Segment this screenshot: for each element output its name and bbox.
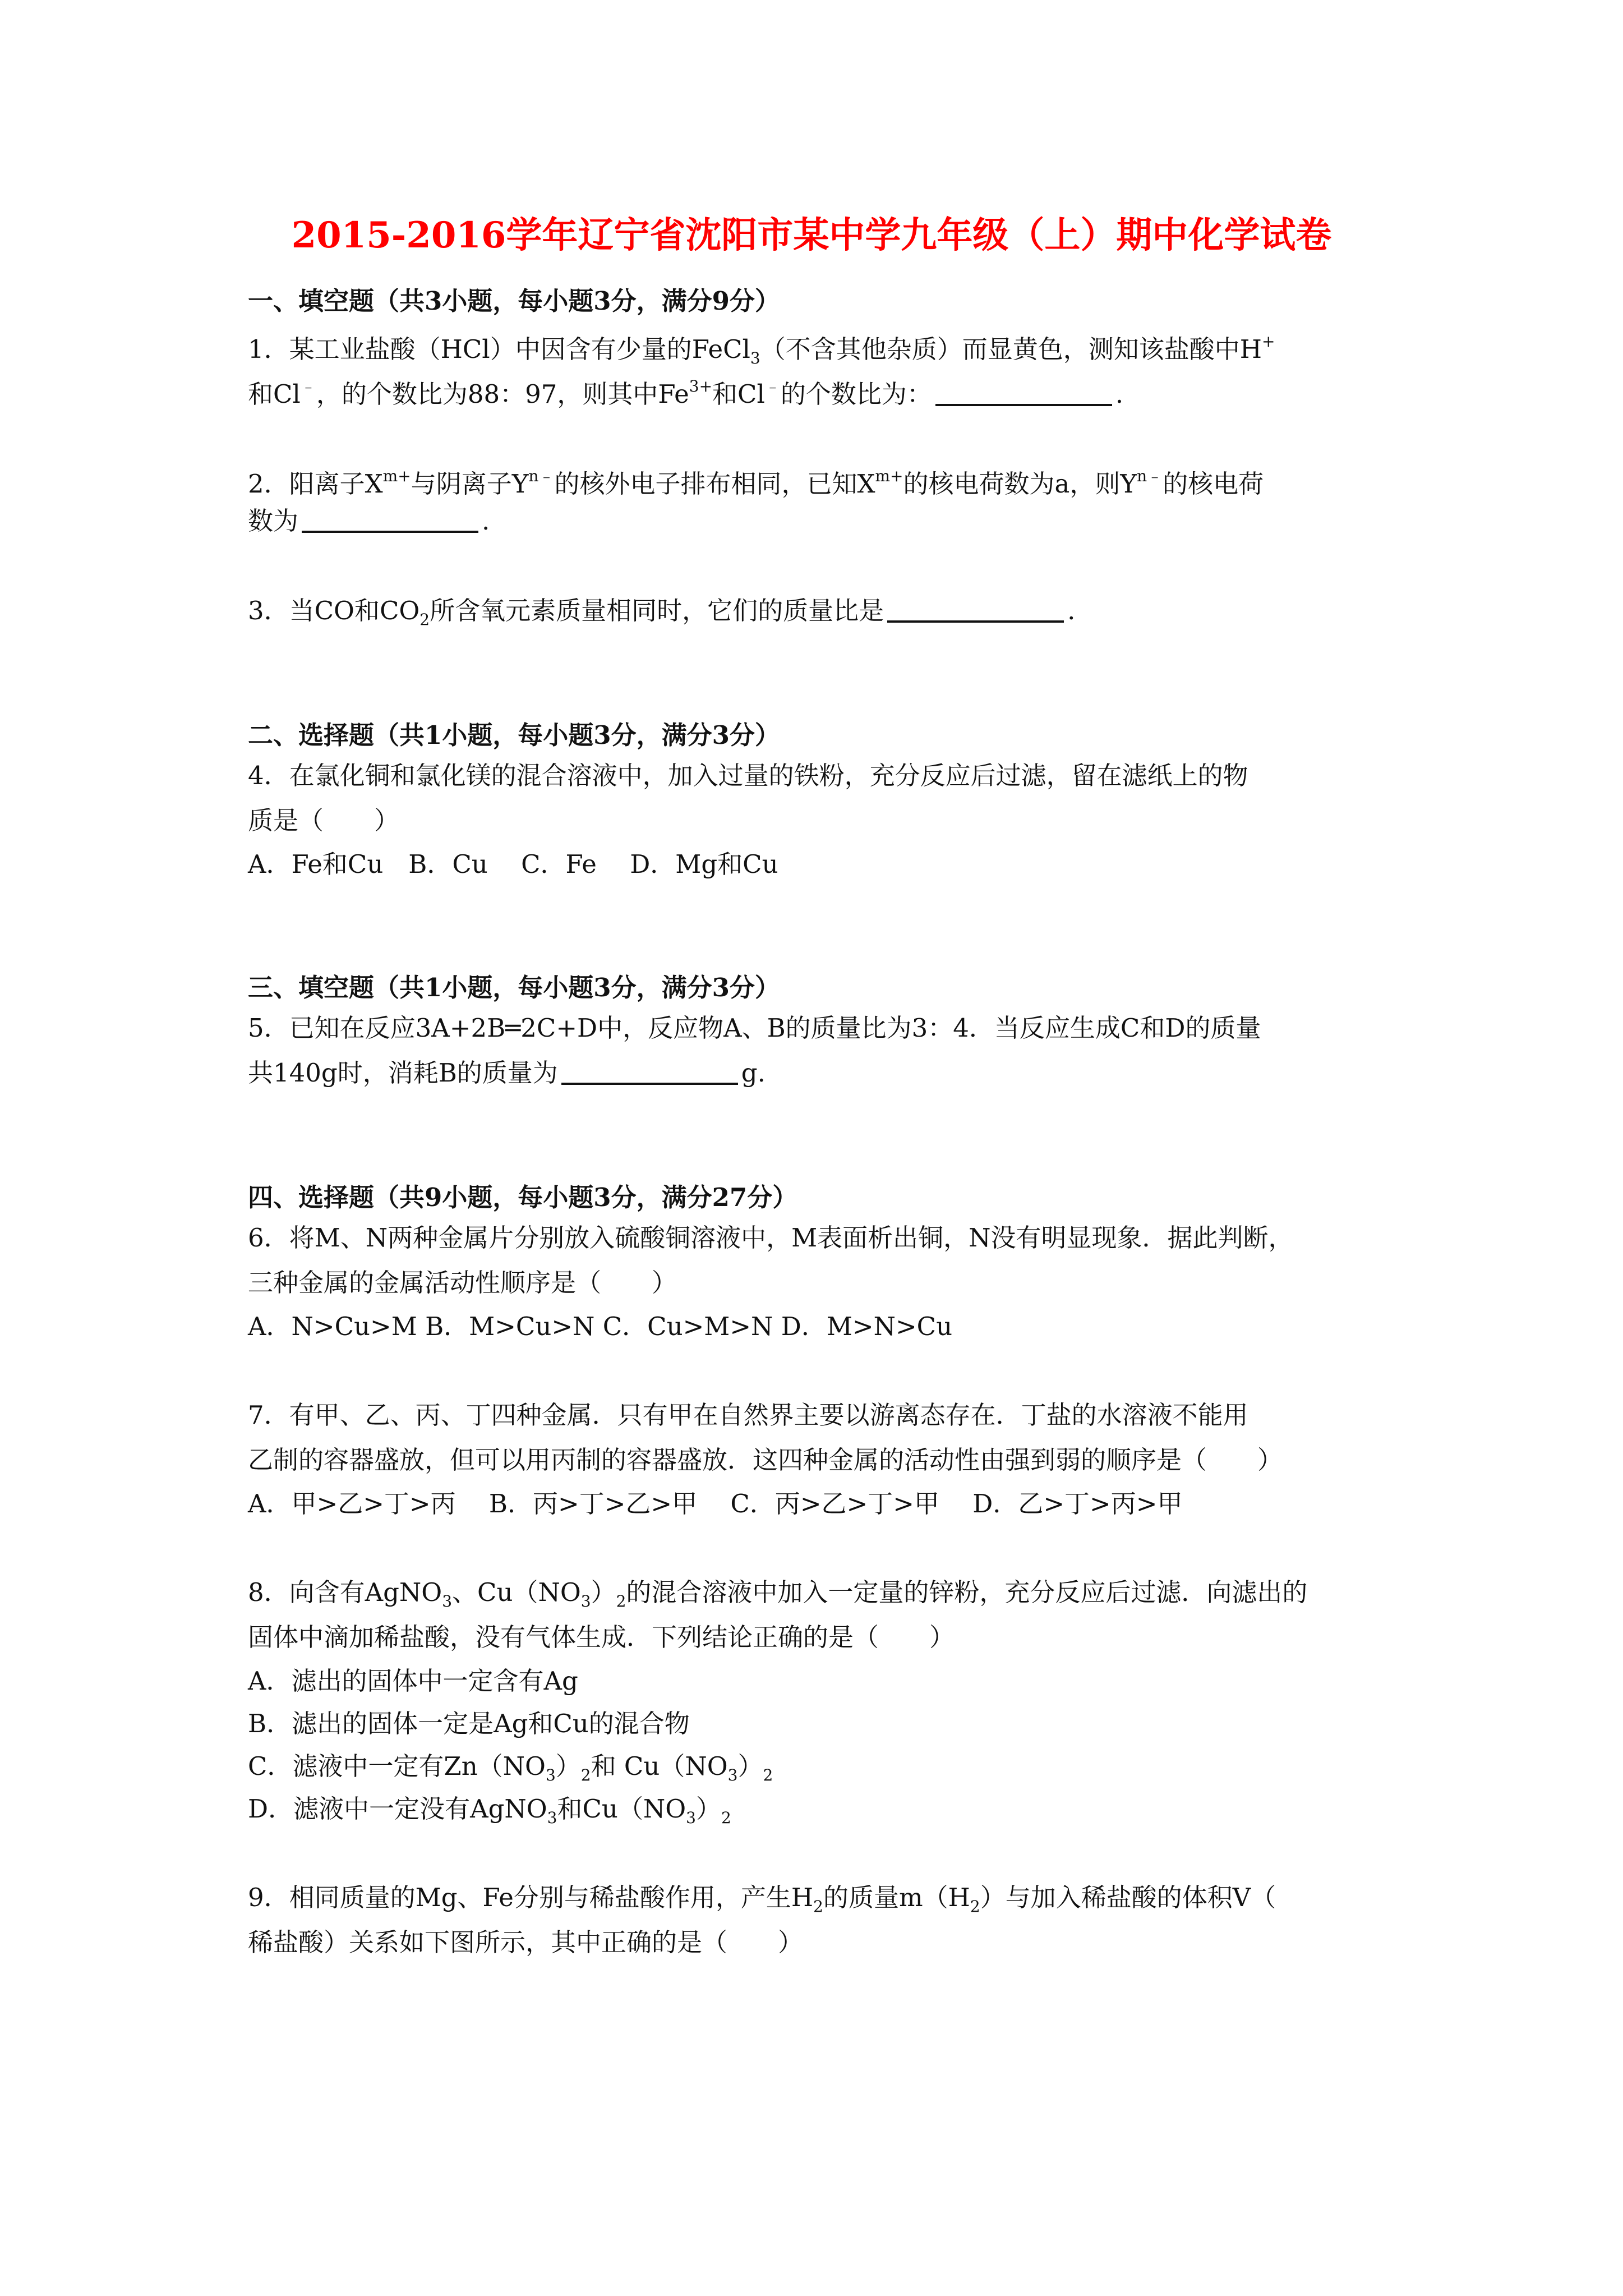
q8-text-b: 、Cu（NO (452, 1577, 581, 1607)
question-3-line-1 (248, 588, 1386, 633)
question-8-option-a: A．滤出的固体中一定含有Ag (248, 1666, 578, 1696)
q1-sup-e: ﹣ (764, 377, 781, 395)
question-8 (248, 1570, 1386, 1830)
q2-text-f: 数为 (248, 506, 299, 536)
question-5 (248, 1006, 1386, 1096)
question-9-line-2: 稀盐酸）关系如下图所示，其中正确的是（ ） (248, 1927, 804, 1957)
question-3 (248, 588, 1386, 633)
q3-text-a: 3．当CO和CO (248, 596, 420, 625)
q1-sub-a: 3 (750, 349, 760, 367)
section-1-heading: 一、填空题（共3小题，每小题3分，满分9分） (248, 286, 780, 316)
q8c-text-d: ） (737, 1751, 763, 1781)
q8-text-d: 的混合溶液中加入一定量的锌粉，充分反应后过滤．向滤出的 (626, 1577, 1308, 1607)
question-4-options: A．Fe和Cu B．Cu C．Fe D．Mg和Cu (248, 849, 778, 879)
q8-text-a: 8．向含有AgNO (248, 1577, 442, 1607)
section-4-heading: 四、选择题（共9小题，每小题3分，满分27分） (248, 1182, 798, 1212)
question-8-option-c (248, 1745, 1386, 1788)
q3-text-c: . (1067, 596, 1076, 625)
q8-sub-c: 2 (616, 1592, 626, 1611)
q2-text-c: 的核外电子排布相同，已知X (554, 469, 875, 499)
q8c-text-b: ） (555, 1751, 581, 1781)
question-4-line-1: 4．在氯化铜和氯化镁的混合溶液中，加入过量的铁粉，充分反应后过滤，留在滤纸上的物 (248, 761, 1248, 790)
q9-text-a: 9．相同质量的Mg、Fe分别与稀盐酸作用，产生H (248, 1883, 814, 1912)
question-6-line-1: 6．将M、N两种金属片分别放入硫酸铜溶液中，M表面析出铜，N没有明显现象．据此判断， (248, 1223, 1294, 1253)
question-8-option-b: B．滤出的固体一定是Ag和Cu的混合物 (248, 1709, 690, 1738)
question-4 (248, 753, 1386, 886)
q8d-sub-c: 2 (721, 1809, 731, 1827)
q1-sup-b: + (1262, 332, 1275, 351)
exam-title: 2015-2016学年辽宁省沈阳市某中学九年级（上）期中化学试卷 (291, 214, 1332, 256)
q1-text-a: 1．某工业盐酸（HCl）中因含有少量的FeCl (248, 334, 750, 364)
q8-sub-a: 3 (442, 1592, 453, 1611)
q8d-sub-a: 3 (547, 1809, 557, 1827)
q9-text-b: 的质量m（H (823, 1883, 970, 1912)
question-1-line-1 (248, 319, 1386, 367)
q5-text-b: g. (741, 1058, 766, 1088)
question-9-line-1 (248, 1875, 1386, 1920)
q2-sup-b: n﹣ (528, 467, 555, 485)
exam-content (248, 283, 1386, 1965)
q5-text-a: 共140g时，消耗B的质量为 (248, 1058, 558, 1088)
question-7-options: A．甲>乙>丁>丙 B．丙>丁>乙>甲 C．丙>乙>丁>甲 D．乙>丁>丙>甲 (248, 1489, 1183, 1519)
question-7 (248, 1393, 1386, 1525)
q8d-text-b: 和Cu（NO (557, 1794, 686, 1824)
q8c-text-a: C．滤液中一定有Zn（NO (248, 1751, 546, 1781)
section-3-heading: 三、填空题（共1小题，每小题3分，满分3分） (248, 973, 780, 1002)
q8c-text-c: 和 Cu（NO (591, 1751, 728, 1781)
q1-sup-c: ﹣ (300, 377, 316, 395)
question-8-line-1 (248, 1570, 1386, 1615)
answer-blank[interactable] (887, 620, 1064, 623)
q8d-text-a: D．滤液中一定没有AgNO (248, 1794, 547, 1824)
question-6-line-2: 三种金属的金属活动性顺序是（ ） (248, 1268, 677, 1297)
q2-text-e: 的核电荷 (1163, 469, 1264, 499)
q9-sub-a: 2 (813, 1897, 823, 1916)
answer-blank[interactable] (561, 1083, 738, 1085)
question-2 (248, 454, 1386, 544)
q1-text-g: . (1115, 379, 1124, 409)
q2-text-d: 的核电荷数为a，则Y (903, 469, 1137, 499)
q8d-sub-b: 3 (686, 1809, 696, 1827)
q2-sup-c: m+ (875, 467, 903, 485)
question-2-line-1 (248, 454, 1386, 499)
q9-sub-b: 2 (970, 1897, 980, 1916)
q8-text-c: ） (591, 1577, 616, 1607)
question-7-line-2: 乙制的容器盛放，但可以用丙制的容器盛放．这四种金属的活动性由强到弱的顺序是（ ） (248, 1445, 1283, 1475)
q2-sup-d: n﹣ (1137, 467, 1163, 485)
q2-sup-a: m+ (382, 467, 411, 485)
question-5-line-1: 5．已知在反应3A+2B═2C+D中，反应物A、B的质量比为3：4．当反应生成C和D的质量 (248, 1013, 1261, 1043)
question-1-line-2 (248, 364, 1386, 409)
q9-text-c: ）与加入稀盐酸的体积V（ (980, 1883, 1276, 1912)
question-8-option-d (248, 1788, 1386, 1830)
q2-text-g: . (482, 506, 490, 536)
q8c-sub-c: 3 (727, 1766, 738, 1784)
question-8-line-2: 固体中滴加稀盐酸，没有气体生成．下列结论正确的是（ ） (248, 1622, 955, 1652)
question-2-line-2 (248, 499, 1386, 544)
q8d-text-c: ） (696, 1794, 722, 1824)
q8c-sub-d: 2 (763, 1766, 773, 1784)
question-7-line-1: 7．有甲、乙、丙、丁四种金属．只有甲在自然界主要以游离态存在．丁盐的水溶液不能用 (248, 1400, 1248, 1430)
answer-blank[interactable] (302, 531, 478, 533)
section-2-heading: 二、选择题（共1小题，每小题3分，满分3分） (248, 720, 780, 750)
q1-text-f: 的个数比为： (780, 379, 932, 409)
question-1 (248, 319, 1386, 409)
q8c-sub-b: 2 (580, 1766, 591, 1784)
q1-text-e: 和Cl (712, 379, 765, 409)
question-6 (248, 1216, 1386, 1348)
q8-sub-b: 3 (580, 1592, 591, 1611)
question-9 (248, 1875, 1386, 1965)
q3-text-b: 所含氧元素质量相同时，它们的质量比是 (430, 596, 884, 625)
question-4-line-2: 质是（ ） (248, 806, 400, 835)
q1-text-b: （不含其他杂质）而显黄色，测知该盐酸中H (760, 334, 1262, 364)
q1-sup-d: 3+ (689, 377, 713, 395)
q3-sub-a: 2 (419, 610, 430, 629)
q1-text-c: 和Cl (248, 379, 301, 409)
question-5-line-2 (248, 1051, 1386, 1096)
q8c-sub-a: 3 (545, 1766, 556, 1784)
answer-blank[interactable] (935, 404, 1112, 406)
q2-text-a: 2．阳离子X (248, 469, 383, 499)
question-6-options: A．N>Cu>M B．M>Cu>N C．Cu>M>N D．M>N>Cu (248, 1312, 953, 1341)
q1-text-d: ，的个数比为88：97，则其中Fe (316, 379, 689, 409)
q2-text-b: 与阴离子Y (411, 469, 529, 499)
